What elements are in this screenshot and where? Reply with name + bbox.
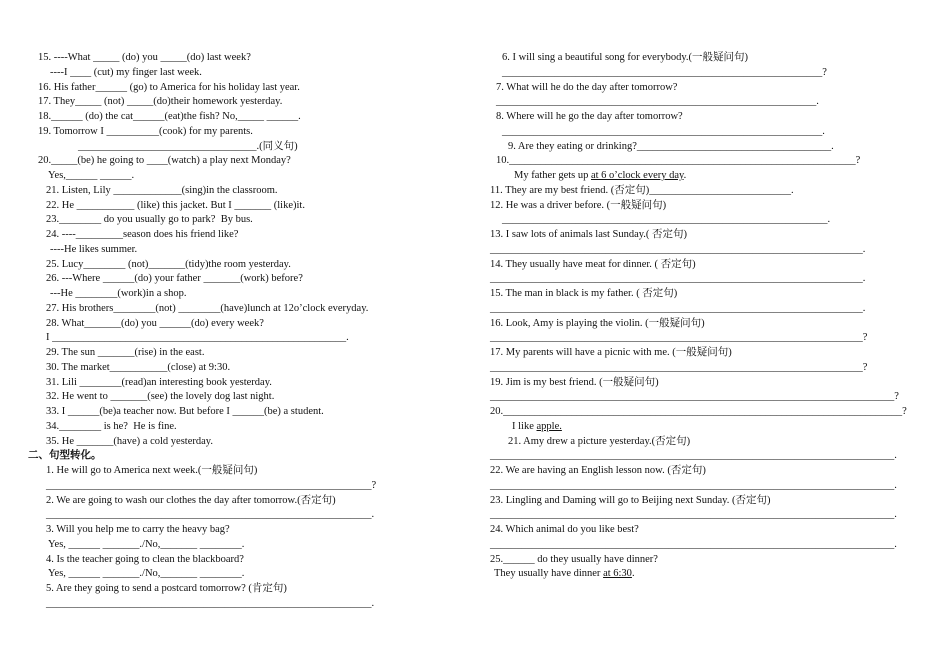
line-text: _______________________________________________________________________? (490, 332, 868, 344)
exercise-line (490, 523, 930, 538)
exercise-line (490, 331, 930, 346)
exercise-line (490, 317, 930, 332)
exercise-line: 28. What_______(do) you ______(do) every week? (46, 317, 264, 329)
exercise-line (490, 169, 930, 184)
line-text: 15. The man in black is my father. ( 否定句) (490, 288, 678, 299)
exercise-line (490, 140, 930, 155)
exercise-line (490, 420, 930, 435)
line-text: _____________________________________________________________________________. (490, 479, 897, 491)
line-text: 9. Are they eating or drinking?_____________________________________. (508, 140, 834, 152)
underlined-answer: at 6 o’clock every day (590, 170, 684, 181)
section-heading: 二、句型转化。 (28, 450, 102, 462)
line-text: _____________________________________________________________________________. (490, 509, 897, 521)
exercise-line (490, 479, 930, 494)
exercise-line: ______________________________________________________________? (46, 479, 377, 491)
exercise-line: 27. His brothers________(not) ________(have)lunch at 12o’clock everyday. (46, 302, 369, 314)
exercise-line (490, 272, 930, 287)
line-text: 17. My parents will have a picnic with me. (一般疑问句) (490, 347, 732, 358)
exercise-line: 23.________ do you usually go to park? By bus. (46, 214, 253, 226)
right-column (490, 51, 930, 582)
line-text: 20.____________________________________________________________________________? (490, 406, 907, 417)
line-text: _____________________________________________________________________________. (490, 450, 897, 462)
exercise-line (490, 553, 930, 568)
line-text: 8. Where will he go the day after tomorrow? (496, 111, 683, 122)
exercise-line (490, 361, 930, 376)
line-text: _______________________________________________________________________? (490, 361, 868, 373)
line-text: ______________________________________________________________. (502, 214, 831, 226)
line-text: 22. We are having an English lesson now. (否定句) (490, 465, 706, 476)
exercise-line (490, 494, 930, 509)
line-text: 16. Look, Amy is playing the violin. (一般疑问句) (490, 317, 705, 329)
line-text: 6. I will sing a beautiful song for everybody.(一般疑问句) (502, 52, 749, 63)
exercise-line (490, 435, 930, 450)
exercise-line: 29. The sun _______(rise) in the east. (46, 347, 205, 358)
exercise-line (490, 243, 930, 258)
exercise-line (490, 81, 930, 96)
exercise-line (490, 287, 930, 302)
exercise-line (490, 390, 930, 405)
line-text: _____________________________________________________________. (496, 96, 819, 108)
line-text: 25.______ do they usually have dinner? (490, 553, 658, 565)
exercise-line (490, 228, 930, 243)
exercise-line: I ________________________________________________________. (46, 332, 349, 344)
exercise-line: 3. Will you help me to carry the heavy bag? (46, 524, 230, 535)
exercise-line (490, 302, 930, 317)
exercise-line (490, 213, 930, 228)
exercise-line (490, 346, 930, 361)
line-text: 19. Jim is my best friend. (一般疑问句) (490, 376, 659, 388)
line-text: 13. I saw lots of animals last Sunday.( 否定句) (490, 229, 688, 240)
line-text: _______________________________________________________________________. (490, 273, 866, 285)
exercise-line (490, 376, 930, 391)
exercise-line: 34.________ is he? He is fine. (46, 420, 177, 432)
line-text: 21. Amy drew a picture yesterday.(否定句) (508, 435, 691, 447)
exercise-line: 1. He will go to America next week.(一般疑问句) (46, 465, 258, 476)
exercise-line (490, 184, 930, 199)
line-text: _____________________________________________________________? (502, 66, 827, 78)
exercise-line (490, 154, 930, 169)
exercise-line (490, 567, 930, 582)
exercise-line: 16. His father______ (go) to America for his holiday last year. (38, 81, 300, 93)
exercise-line: 18.______ (do) the cat______(eat)the fish? No,_____ ______. (38, 111, 301, 122)
exercise-line: 5. Are they going to send a postcard tomorrow? (肯定句) (46, 583, 287, 594)
line-text: 11. They are my best friend. (否定句)___________________________. (490, 184, 794, 196)
line-text: _______________________________________________________________________. (490, 243, 866, 255)
exercise-line: 2. We are going to wash our clothes the day after tomorrow.(否定句) (46, 494, 336, 506)
exercise-line: ______________________________________________________________. (46, 509, 375, 521)
underlined-answer: apple. (536, 420, 562, 432)
exercise-line: __________________________________.(同义句) (78, 140, 298, 152)
exercise-line (490, 66, 930, 81)
exercise-line: 15. ----What _____ (do) you _____(do) last week? (38, 52, 251, 63)
exercise-line (490, 464, 930, 479)
left-column (28, 51, 468, 612)
line-text: _____________________________________________________________________________. (490, 538, 897, 550)
exercise-line (490, 125, 930, 140)
line-text: _____________________________________________________________________________? (490, 391, 899, 403)
underlined-answer: at 6:30 (603, 568, 632, 580)
line-text: They usually have dinner (494, 568, 604, 580)
exercise-line (490, 110, 930, 125)
exercise-line: ______________________________________________________________. (46, 597, 375, 609)
line-text: 14. They usually have meat for dinner. ( 否定句) (490, 258, 696, 270)
line-text: . (631, 568, 635, 580)
exercise-line: 26. ---Where ______(do) your father _______(work) before? (46, 273, 303, 285)
exercise-line: 21. Listen, Lily _____________(sing)in the classroom. (46, 184, 278, 196)
exercise-line (490, 199, 930, 214)
exercise-line: ----He likes summer. (50, 243, 138, 255)
line-text: My father gets up (514, 170, 591, 181)
line-text: I like (512, 420, 537, 432)
exercise-line: 20._____(be) he going to ____(watch) a play next Monday? (38, 155, 291, 167)
exercise-line: Yes, ______ _______./No,_______ ________. (48, 538, 245, 550)
exercise-line (490, 449, 930, 464)
line-text: _______________________________________________________________________. (490, 302, 866, 314)
exercise-line: 33. I ______(be)a teacher now. But before I ______(be) a student. (46, 406, 324, 417)
exercise-line: 25. Lucy________ (not)_______(tidy)the room yesterday. (46, 258, 291, 270)
exercise-line (490, 405, 930, 420)
exercise-line (490, 538, 930, 553)
line-text: 23. Lingling and Daming will go to Beijing next Sunday. (否定句) (490, 494, 771, 506)
exercise-line: 22. He ___________ (like) this jacket. But I _______ (like)it. (46, 199, 305, 211)
exercise-line: 19. Tomorrow I __________(cook) for my parents. (38, 125, 253, 137)
exercise-line: 35. He _______(have) a cold yesterday. (46, 435, 213, 447)
exercise-line: Yes, ______ _______./No,_______ ________. (48, 568, 245, 580)
line-text: _____________________________________________________________. (502, 125, 825, 137)
line-text: 12. He was a driver before. (一般疑问句) (490, 199, 667, 211)
line-text: 24. Which animal do you like best? (490, 524, 639, 535)
exercise-line: 30. The market___________(close) at 9:30. (46, 361, 231, 373)
exercise-line (490, 508, 930, 523)
exercise-line (490, 95, 930, 110)
exercise-line: 17. They_____ (not) _____(do)their homework yesterday. (38, 96, 283, 108)
exercise-line (490, 258, 930, 273)
line-text: 7. What will he do the day after tomorrow? (496, 81, 678, 93)
exercise-line: ----I ____ (cut) my finger last week. (50, 66, 202, 78)
exercise-line: 32. He went to _______(see) the lovely dog last night. (46, 391, 275, 403)
line-text: . (683, 170, 687, 181)
exercise-line: Yes,______ ______. (48, 170, 135, 181)
exercise-line: 24. ----_________season does his friend like? (46, 229, 239, 240)
exercise-line: ---He ________(work)in a shop. (50, 288, 187, 299)
exercise-line: 4. Is the teacher going to clean the blackboard? (46, 553, 244, 565)
exercise-line: 31. Lili ________(read)an interesting book yesterday. (46, 376, 272, 388)
line-text: 10.__________________________________________________________________? (496, 155, 861, 167)
exercise-line (490, 51, 930, 66)
